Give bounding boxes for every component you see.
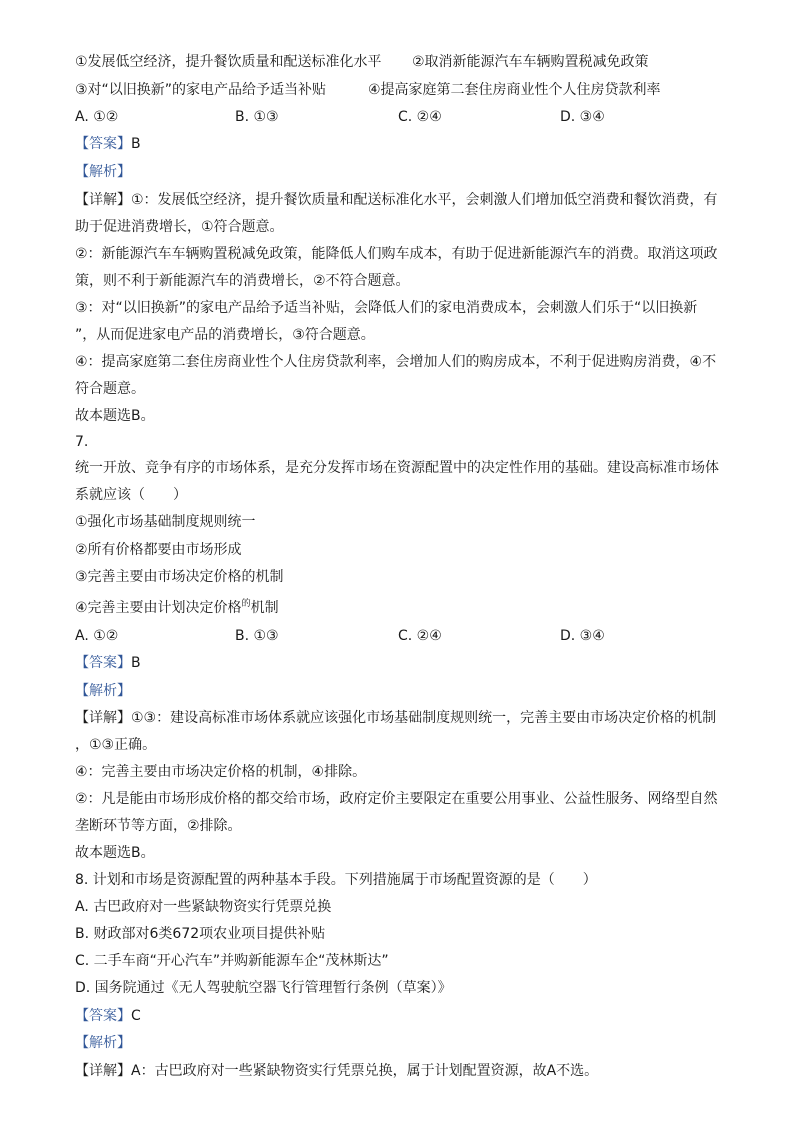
item-1: ①发展低空经济，提升餐饮质量和配送标准化水平 [75,54,382,70]
answer-value: B [131,655,141,671]
item-2: ②取消新能源汽车车辆购置税减免政策 [412,54,649,70]
option-b: B. ①③ [235,109,279,125]
answer-value: C [131,1008,141,1024]
detail-line: ”，从而促进家电产品的消费增长，③符合题意。 [75,327,375,343]
question-stem: 统一开放、竞争有序的市场体系，是充分发挥市场在资源配置中的决定性作用的基础。建设高标准市场体 [75,460,719,476]
question-stem: 系就应该（ ） [75,487,187,503]
detail-label: 【详解】 [75,710,131,726]
detail-line [75,708,716,728]
option-d: D. 国务院通过《无人驾驶航空器飞行管理暂行条例（草案）》 [75,980,452,996]
q7-item-3: ③完善主要由市场决定价格的机制 [75,569,284,585]
analysis-label: 【解析】 [75,164,131,180]
option-a: A. ①② [75,109,119,125]
answer-label: 【答案】 [75,136,131,152]
q7-item-1: ①强化市场基础制度规则统一 [75,514,256,530]
answer-label: 【答案】 [75,655,131,671]
option-c: C. 二手车商“开心汽车”并购新能源车企“茂林斯达” [75,953,389,969]
detail-line [75,1061,598,1081]
q7-item-2: ②所有价格都要由市场形成 [75,542,242,558]
option-d: D. ③④ [560,109,605,125]
detail-line [75,190,718,210]
option-b: B. 财政部对6类672项农业项目提供补贴 [75,926,326,942]
item-4: ④提高家庭第二套住房商业性个人住房贷款利率 [368,82,661,98]
option-a: A. 古巴政府对一些紧缺物资实行凭票兑换 [75,899,332,915]
detail-line: 垄断环节等方面，②排除。 [75,818,242,834]
detail-line: 助于促进消费增长，①符合题意。 [75,219,284,235]
item-line-1 [75,52,382,72]
detail-line: ，①③正确。 [75,737,157,753]
detail-line: ④：完善主要由市场决定价格的机制，④排除。 [75,764,367,780]
q7-item-4-text: ④完善主要由计划决定价格 [75,600,242,616]
question-number: 7. [75,434,89,450]
option-c: C. ②④ [398,628,442,644]
question-stem: 8. 计划和市场是资源配置的两种基本手段。下列措施属于市场配置资源的是（ ） [75,872,597,888]
answer-line [75,653,141,673]
detail-line: ③：对“以旧换新”的家电产品给予适当补贴，会降低人们的家电消费成本，会刺激人们乐于“以旧换新 [75,300,698,316]
detail-label: 【详解】 [75,1063,131,1079]
q7-item-4-ruby: 的 [241,599,251,609]
q7-item-4-end: 机制 [250,600,279,616]
option-d: D. ③④ [560,628,605,644]
detail-text: ①③：建设高标准市场体系就应该强化市场基础制度规则统一，完善主要由市场决定价格的机制 [131,710,717,726]
answer-options [75,626,735,646]
q7-item-4 [75,598,279,620]
analysis-label: 【解析】 [75,1035,131,1051]
detail-line: ②：凡是能由市场形成价格的都交给市场，政府定价主要限定在重要公用事业、公益性服务、网络型自然 [75,791,718,807]
answer-options [75,107,735,127]
detail-line: ②：新能源汽车车辆购置税减免政策，能降低人们购车成本，有助于促进新能源汽车的消费。取消这项政 [75,246,718,262]
option-c: C. ②④ [398,109,442,125]
answer-line [75,134,141,154]
answer-label: 【答案】 [75,1008,131,1024]
detail-text: A：古巴政府对一些紧缺物资实行凭票兑换，属于计划配置资源，故A不选。 [131,1063,599,1079]
detail-line: 符合题意。 [75,381,145,397]
option-a: A. ①② [75,628,119,644]
answer-value: B [131,136,141,152]
conclusion-line: 故本题选B。 [75,845,155,861]
detail-line: ④：提高家庭第二套住房商业性个人住房贷款利率，会增加人们的购房成本，不利于促进购房消费，④不 [75,354,717,370]
detail-text: ①：发展低空经济，提升餐饮质量和配送标准化水平，会刺激人们增加低空消费和餐饮消费，有 [131,192,718,208]
detail-label: 【详解】 [75,192,131,208]
answer-line [75,1006,141,1026]
option-b: B. ①③ [235,628,279,644]
detail-line: 策，则不利于新能源汽车的消费增长，②不符合题意。 [75,273,410,289]
item-3: ③对“以旧换新”的家电产品给予适当补贴 [75,82,327,98]
analysis-label: 【解析】 [75,683,131,699]
conclusion-line: 故本题选B。 [75,408,155,424]
